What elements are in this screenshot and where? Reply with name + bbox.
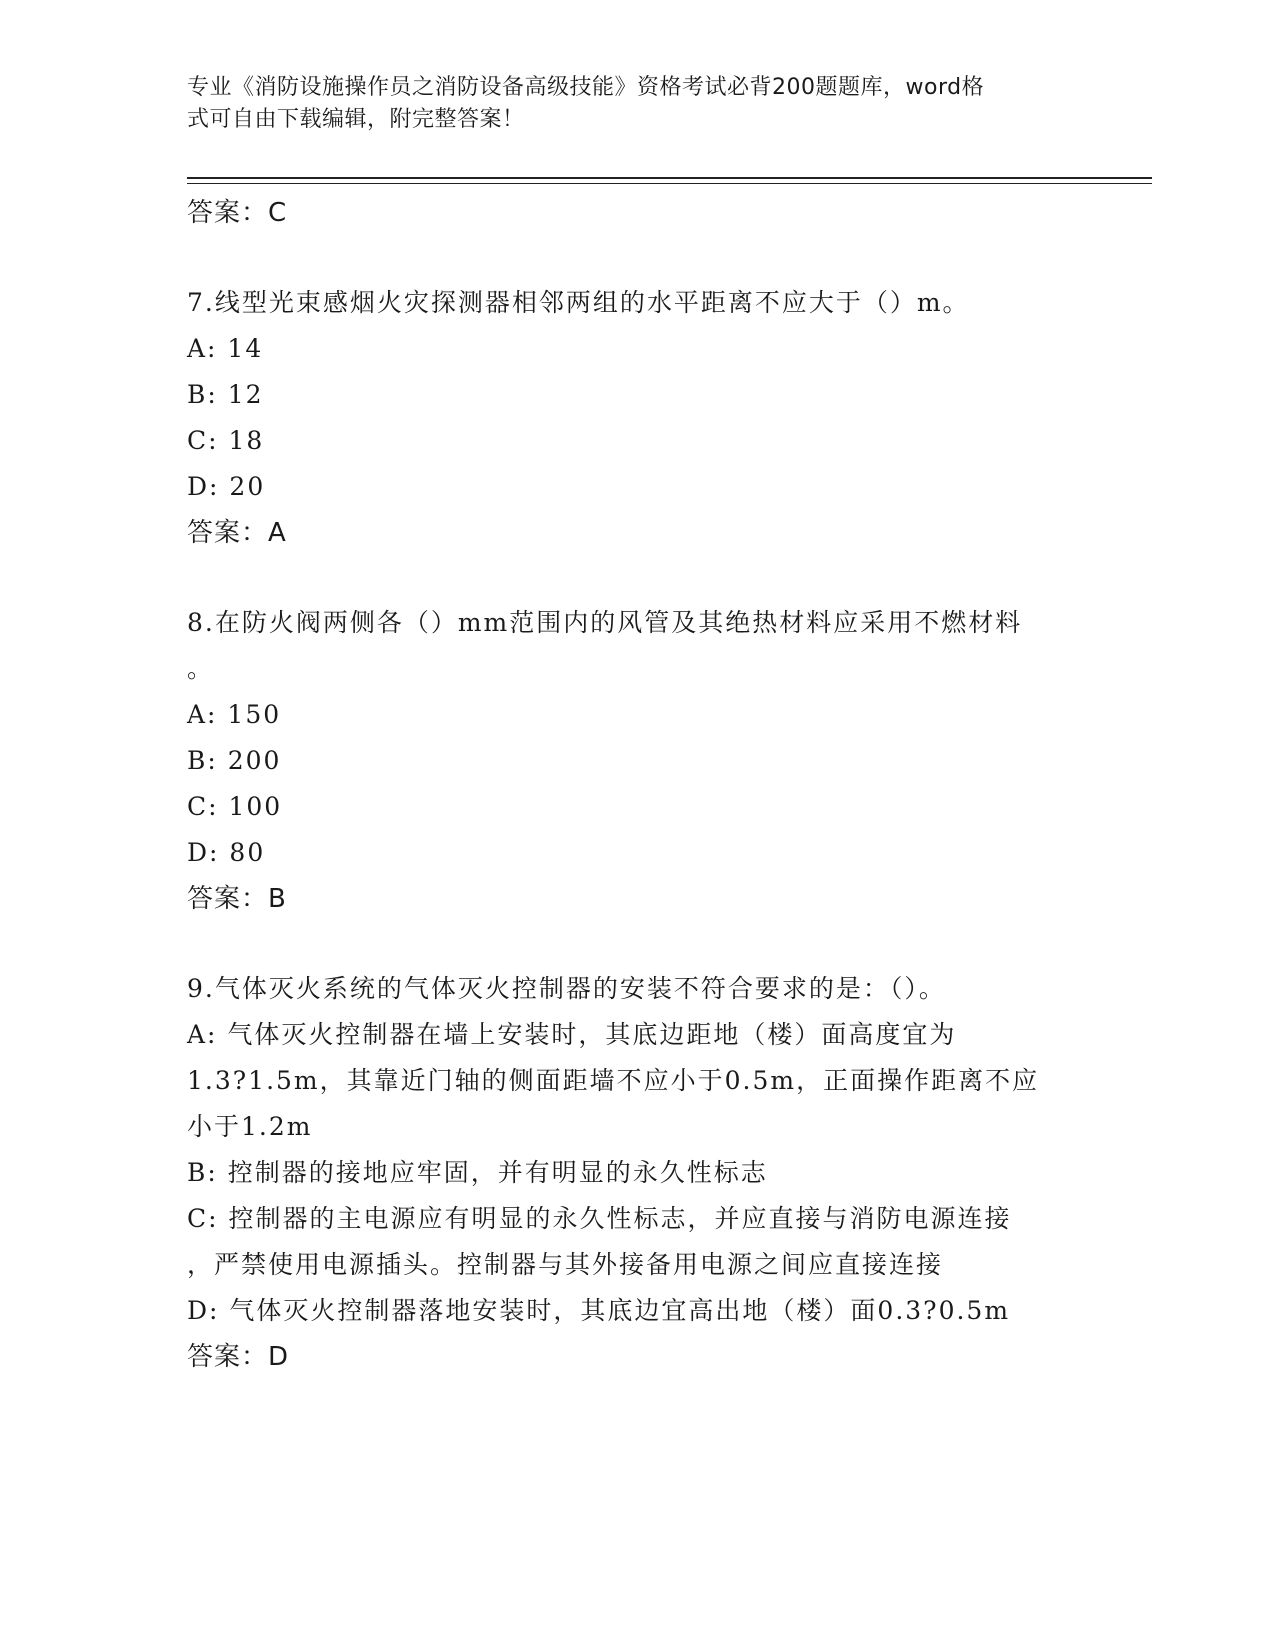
question-7-answer: 答案：A (187, 518, 287, 548)
question-9 (187, 966, 1087, 1380)
question-8-option-b: B: 200 (187, 746, 282, 775)
question-9-option-b: B: 控制器的接地应牢固，并有明显的永久性标志 (187, 1158, 768, 1187)
question-8-text-line-1: 8.在防火阀两侧各（）mm范围内的风管及其绝热材料应采用不燃材料 (187, 608, 1023, 637)
header-line-1: 专业《消防设施操作员之消防设备高级技能》资格考试必背200题题库，word格 (187, 75, 985, 100)
header-line-2: 式可自由下载编辑，附完整答案！ (187, 107, 525, 132)
question-8-option-c: C: 100 (187, 792, 283, 821)
question-8-answer: 答案：B (187, 884, 287, 914)
question-7-option-d: D: 20 (187, 472, 266, 501)
question-9-option-c-line-2: ，严禁使用电源插头。控制器与其外接备用电源之间应直接连接 (187, 1250, 944, 1279)
question-8 (187, 600, 1087, 922)
question-9-option-d: D: 气体灭火控制器落地安装时，其底边宜高出地（楼）面0.3?0.5m (187, 1296, 1011, 1325)
question-9-option-a-line-1: A: 气体灭火控制器在墙上安装时，其底边距地（楼）面高度宜为 (187, 1020, 957, 1049)
question-7 (187, 280, 1087, 556)
question-7-option-a: A: 14 (187, 334, 264, 363)
question-8-option-a: A: 150 (187, 700, 282, 729)
spacer (187, 556, 1087, 600)
question-7-option-c: C: 18 (187, 426, 265, 455)
spacer (187, 236, 1087, 280)
header-divider-thick (187, 177, 1152, 179)
question-list (187, 190, 1087, 1380)
question-9-answer: 答案：D (187, 1342, 290, 1372)
question-7-text: 7.线型光束感烟火灾探测器相邻两组的水平距离不应大于（）m。 (187, 288, 970, 317)
header-divider-thin (187, 183, 1152, 184)
question-9-option-c-line-1: C: 控制器的主电源应有明显的永久性标志，并应直接与消防电源连接 (187, 1204, 1012, 1233)
question-8-option-d: D: 80 (187, 838, 266, 867)
spacer (187, 922, 1087, 966)
question-9-option-a-line-2: 1.3?1.5m，其靠近门轴的侧面距墙不应小于0.5m，正面操作距离不应 (187, 1066, 1040, 1095)
document-header (187, 72, 1067, 136)
previous-answer: 答案：C (187, 198, 288, 228)
question-8-text-line-2: 。 (187, 654, 215, 683)
question-9-option-a-line-3: 小于1.2m (187, 1112, 313, 1141)
question-7-option-b: B: 12 (187, 380, 264, 409)
question-9-text: 9.气体灭火系统的气体灭火控制器的安装不符合要求的是：（）。 (187, 974, 946, 1003)
